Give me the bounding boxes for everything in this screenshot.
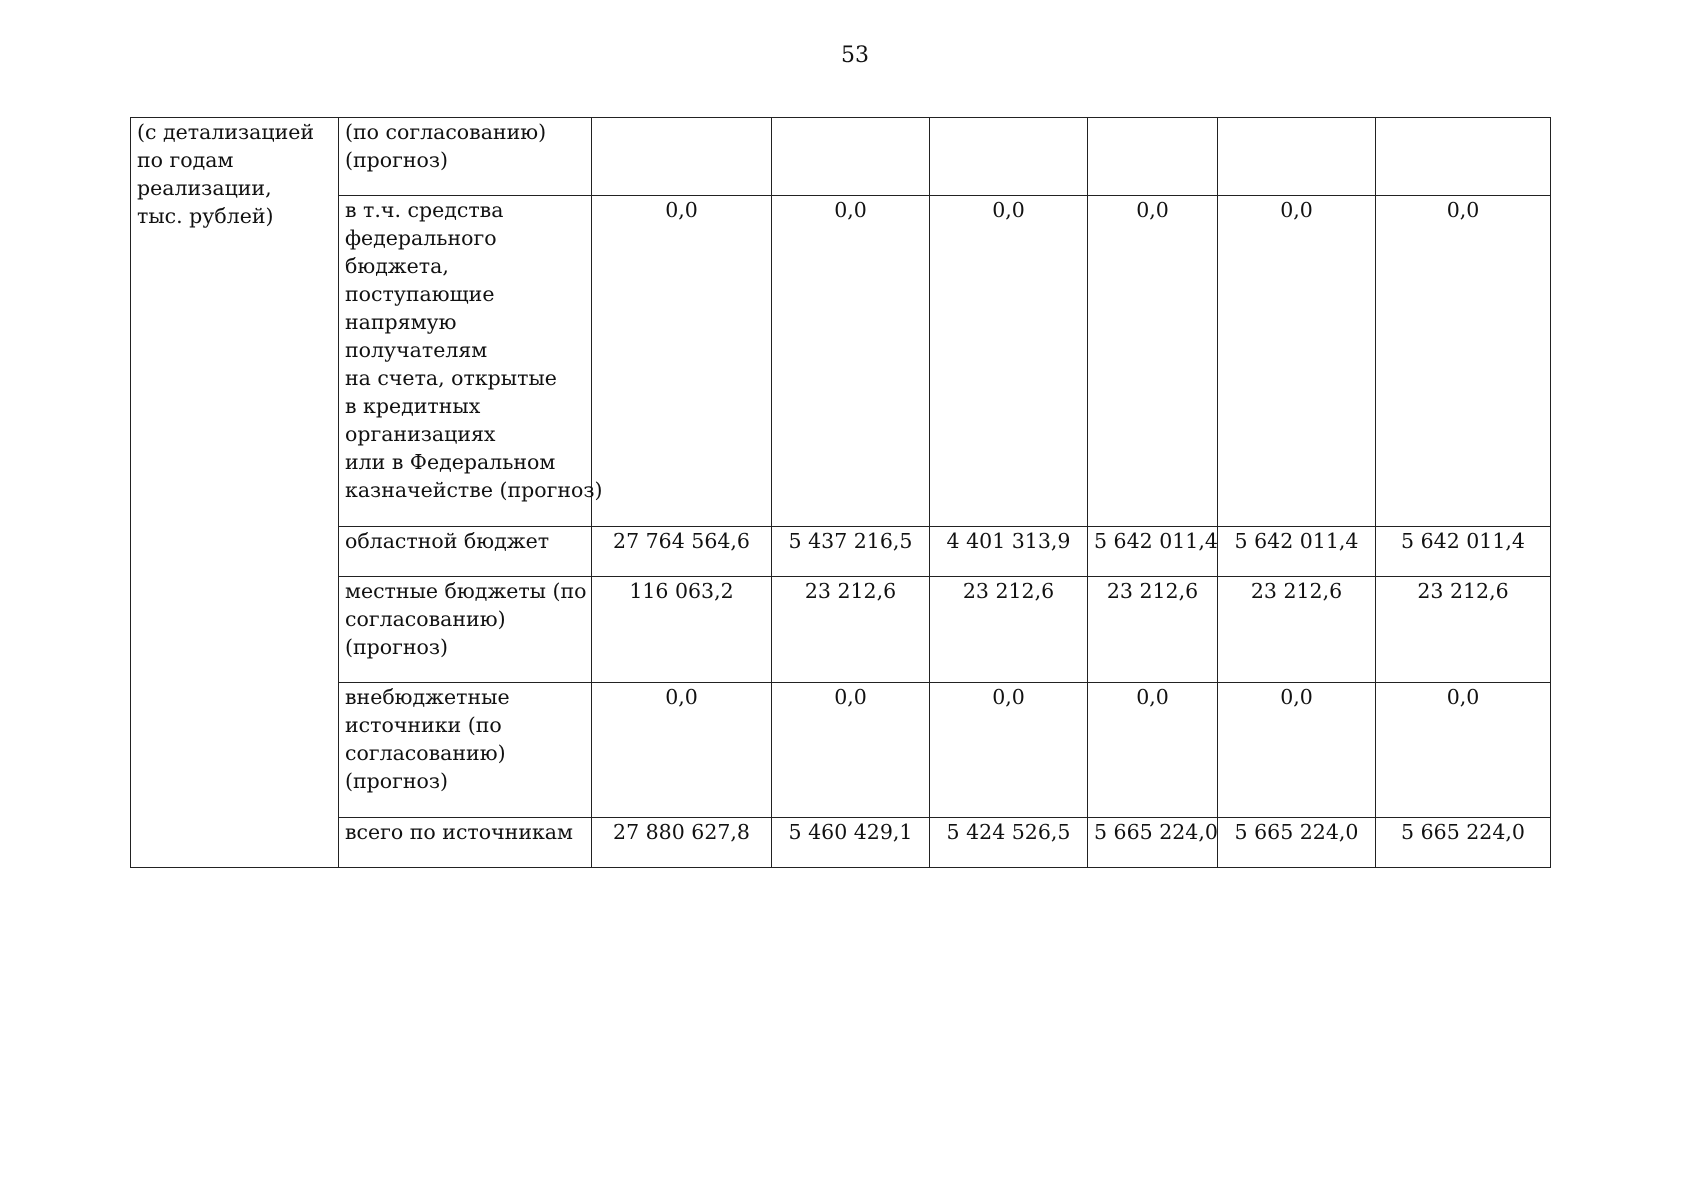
table-cell: 0,0 <box>772 683 930 818</box>
table-cell: 5 437 216,5 <box>772 527 930 577</box>
table-cell: 27 880 627,8 <box>592 818 772 868</box>
row-label: всего по источникам <box>339 818 592 868</box>
table-cell: 5 665 224,0 <box>1088 818 1218 868</box>
table-cell <box>930 118 1088 196</box>
row-label: внебюджетные источники (по согласованию) (прогноз) <box>339 683 592 818</box>
table-cell: 0,0 <box>592 683 772 818</box>
table-cell: 5 460 429,1 <box>772 818 930 868</box>
table-cell: 23 212,6 <box>1088 577 1218 683</box>
funding-category-cell <box>131 118 339 868</box>
table-cell: 23 212,6 <box>930 577 1088 683</box>
table-cell: 0,0 <box>1218 683 1376 818</box>
table-cell: 116 063,2 <box>592 577 772 683</box>
table-row <box>131 196 1551 527</box>
table-cell <box>1376 118 1551 196</box>
table-cell: 0,0 <box>1376 196 1551 527</box>
table-cell <box>592 118 772 196</box>
category-line: по годам <box>137 148 234 172</box>
funding-table <box>130 117 1551 868</box>
table-row <box>131 118 1551 196</box>
table-cell: 0,0 <box>1218 196 1376 527</box>
row-label: областной бюджет <box>339 527 592 577</box>
category-line: тыс. рублей) <box>137 204 274 228</box>
table-row <box>131 577 1551 683</box>
row-label: (по согласованию) (прогноз) <box>339 118 592 196</box>
table-cell: 0,0 <box>1088 683 1218 818</box>
table-cell <box>772 118 930 196</box>
table-cell: 0,0 <box>930 196 1088 527</box>
table-cell <box>1218 118 1376 196</box>
table-cell: 0,0 <box>930 683 1088 818</box>
table-cell: 0,0 <box>592 196 772 527</box>
table-cell: 5 642 011,4 <box>1088 527 1218 577</box>
table-cell: 27 764 564,6 <box>592 527 772 577</box>
table-row <box>131 683 1551 818</box>
table-cell: 23 212,6 <box>1376 577 1551 683</box>
table-cell: 23 212,6 <box>772 577 930 683</box>
row-label: местные бюджеты (по согласованию) (прогноз) <box>339 577 592 683</box>
category-line: реализации, <box>137 176 272 200</box>
table-cell: 4 401 313,9 <box>930 527 1088 577</box>
table-cell: 0,0 <box>772 196 930 527</box>
table-cell: 0,0 <box>1088 196 1218 527</box>
page-number: 53 <box>841 43 869 68</box>
table-row <box>131 818 1551 868</box>
table-cell: 5 665 224,0 <box>1376 818 1551 868</box>
table-cell: 5 642 011,4 <box>1376 527 1551 577</box>
category-line: (с детализацией <box>137 120 315 144</box>
row-label: в т.ч. средства федерального бюджета, поступающие напрямую получателям на счета, открытые в кредитных организациях или в Федеральном казначействе (прогноз) <box>339 196 592 527</box>
table-cell: 0,0 <box>1376 683 1551 818</box>
table-cell: 23 212,6 <box>1218 577 1376 683</box>
table-cell: 5 665 224,0 <box>1218 818 1376 868</box>
table-cell: 5 424 526,5 <box>930 818 1088 868</box>
table-cell <box>1088 118 1218 196</box>
table-cell: 5 642 011,4 <box>1218 527 1376 577</box>
table-row <box>131 527 1551 577</box>
